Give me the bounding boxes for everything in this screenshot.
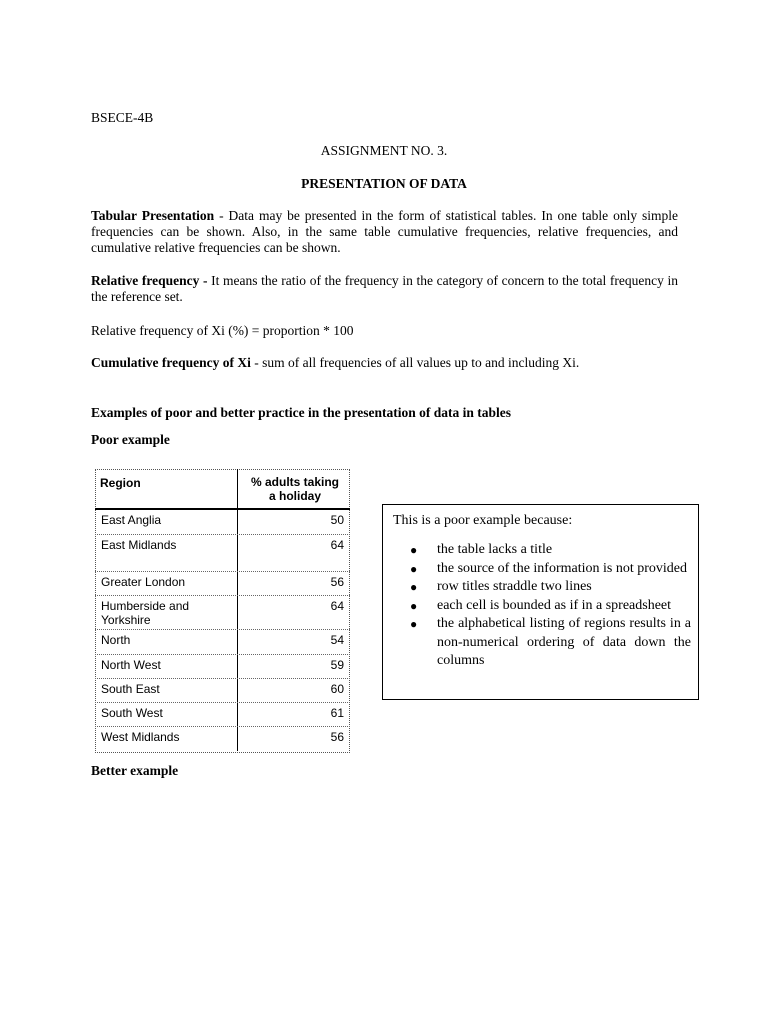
row-value: 56 <box>330 730 344 744</box>
row-value: 61 <box>330 706 344 720</box>
assignment-number: ASSIGNMENT NO. 3. <box>320 143 448 158</box>
list-item-text: the source of the information is not provided <box>437 560 687 576</box>
cumulative-text: - sum of all frequencies of all values up to and including Xi. <box>250 355 580 370</box>
bullet-icon: ● <box>410 580 418 594</box>
tabular-text: - Data may be presented in the form of statistical tables. In one table only simple frequencies can be shown. Also, in the same table cumulative frequencies, relative frequencies, and cumulative relative frequencies can be shown. <box>91 208 678 255</box>
header-percent <box>241 475 349 503</box>
cumulative-term: Cumulative frequency of Xi <box>91 355 251 370</box>
bullet-icon: ● <box>410 598 418 613</box>
critique-list <box>383 541 691 671</box>
row-region-line2: Yorkshire <box>101 613 151 627</box>
row-region <box>101 599 231 627</box>
table-row <box>95 703 350 727</box>
list-item <box>383 578 691 597</box>
table-row <box>95 596 350 630</box>
cumulative-paragraph <box>91 355 678 371</box>
row-value: 59 <box>330 658 344 672</box>
relative-text: It means the ratio of the frequency in the category of concern to the total frequency in the reference set. <box>91 273 678 304</box>
poor-example-critique-box <box>382 504 699 700</box>
bullet-icon: ● <box>410 617 418 631</box>
list-item-text: row titles straddle two lines <box>437 579 592 594</box>
relative-paragraph <box>91 273 678 305</box>
header-region: Region <box>100 476 141 490</box>
table-row <box>95 510 350 535</box>
poor-example-heading: Poor example <box>91 432 170 447</box>
row-value: 64 <box>330 538 344 552</box>
header-percent-line1: % adults taking <box>250 475 339 489</box>
row-region: Greater London <box>101 575 186 589</box>
row-value: 56 <box>330 575 344 589</box>
row-region-line1: Humberside and <box>101 599 190 613</box>
table-row <box>95 655 350 679</box>
row-value: 60 <box>330 682 344 696</box>
list-item <box>383 541 691 560</box>
row-region: North <box>101 633 131 647</box>
tabular-paragraph <box>91 208 678 256</box>
row-region: East Anglia <box>101 513 162 527</box>
row-region: South East <box>101 682 160 696</box>
row-value: 64 <box>330 599 344 613</box>
formula: Relative frequency of Xi (%) = proportion * 100 <box>91 323 354 338</box>
page-title: PRESENTATION OF DATA <box>301 176 467 191</box>
list-item <box>383 560 691 579</box>
table-row <box>95 572 350 596</box>
course-code: BSECE-4B <box>91 110 154 125</box>
list-item-text: each cell is bounded as if in a spreadsheet <box>437 597 672 613</box>
examples-heading: Examples of poor and better practice in the presentation of data in tables <box>91 405 511 420</box>
row-region: South West <box>101 706 163 720</box>
table-row <box>95 727 350 751</box>
relative-term: Relative frequency - <box>91 273 208 288</box>
table-row <box>95 535 350 572</box>
better-example-heading: Better example <box>91 763 179 778</box>
row-value: 50 <box>330 513 344 527</box>
list-item <box>383 615 691 671</box>
table-row <box>95 679 350 703</box>
header-percent-line2: a holiday <box>268 489 321 503</box>
row-value: 54 <box>330 633 344 647</box>
poor-example-table <box>95 469 350 753</box>
critique-intro: This is a poor example because: <box>393 513 573 528</box>
list-item <box>383 597 691 616</box>
bullet-icon: ● <box>410 561 418 576</box>
bullet-icon: ● <box>410 543 418 557</box>
tabular-term: Tabular Presentation <box>91 208 215 223</box>
row-region: East Midlands <box>101 538 177 552</box>
list-item-text: the table lacks a title <box>437 542 553 557</box>
row-region: West Midlands <box>101 730 180 744</box>
list-item-text: the alphabetical listing of regions results in a non-numerical ordering of data down the columns <box>437 616 691 668</box>
row-region: North West <box>101 658 161 672</box>
table-row <box>95 630 350 655</box>
